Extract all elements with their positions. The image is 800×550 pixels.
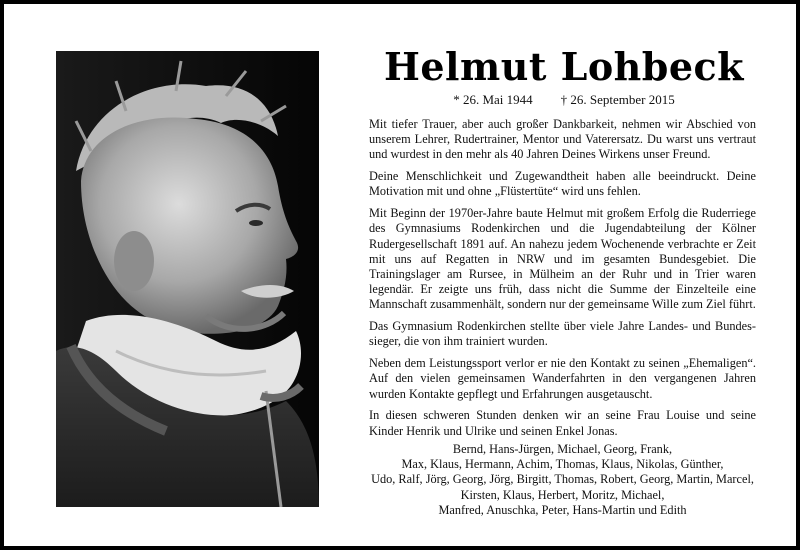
death-date: † 26. September 2015 [560, 92, 675, 107]
signature-line: Max, Klaus, Hermann, Achim, Thomas, Klaus, Nikolas, Günther, [401, 457, 724, 472]
signature-line: Bernd, Hans-Jürgen, Michael, Georg, Frank, [452, 442, 673, 456]
paragraph: Mit Beginn der 1970er-Jahre baute Helmut mit großem Erfolg die Ruderriege des Gymnasiums Rodenkirchen und die Jugendabteilung der Kölner Rudergesellschaft 1891 auf. An nahezu jedem Wochenende verbrachte er Zeit mit uns auf Regatten in NRW und im gesamten Bundesgebiet. Die Trainingslager am Rursee, in Mülheim an der Ruhr und in Trier waren legendär. Er zeigte uns früh, dass nicht die Summe der Einzelteile eine Mannschaft zusammenhält, sondern nur der gemeinsame Wille zum Ziel führt. [369, 206, 756, 312]
signature-line: Manfred, Anuschka, Peter, Hans-Martin und Edith [438, 502, 687, 517]
obituary-text [369, 117, 756, 445]
life-dates [364, 92, 764, 108]
birth-date: * 26. Mai 1944 [453, 92, 533, 107]
paragraph: Mit tiefer Trauer, aber auch großer Dankbarkeit, nehmen wir Abschied von unserem Lehrer, Rudertrainer, Mentor und Vaterersatz. Du warst uns vertraut und wurdest in den mehr als 40 Jahren Deines Wirkens unser Freund. [369, 117, 756, 162]
paragraph: Das Gymnasium Rodenkirchen stellte über viele Jahre Landes- und Bundessieger, die von ihm trainiert wurden. [369, 319, 756, 349]
paragraph: Neben dem Leistungssport verlor er nie den Kontakt zu seinen „Ehemaligen“. Auf den vielen gemeinsamen Wanderfahrten in den vergangenen Jahren wurden Kontakte gepflegt und Erfahrungen ausgetauscht. [369, 356, 756, 401]
signature-line: Kirsten, Klaus, Herbert, Moritz, Michael, [460, 487, 665, 502]
deceased-name: Helmut Lohbeck [383, 44, 745, 89]
paragraph: Deine Menschlichkeit und Zugewandtheit haben alle beeindruckt. Deine Motivation mit und ohne „Flüstertüte“ wird uns fehlen. [369, 169, 756, 199]
portrait-photo [56, 51, 319, 507]
portrait-image [56, 51, 319, 507]
signature-block [369, 442, 756, 518]
paragraph: In diesen schweren Stunden denken wir an seine Frau Louise und seine Kinder Henrik und Ulrike und seinen Enkel Jonas. [369, 408, 756, 438]
signature-line: Udo, Ralf, Jörg, Georg, Jörg, Birgitt, Thomas, Robert, Georg, Martin, Marcel, [371, 472, 754, 487]
